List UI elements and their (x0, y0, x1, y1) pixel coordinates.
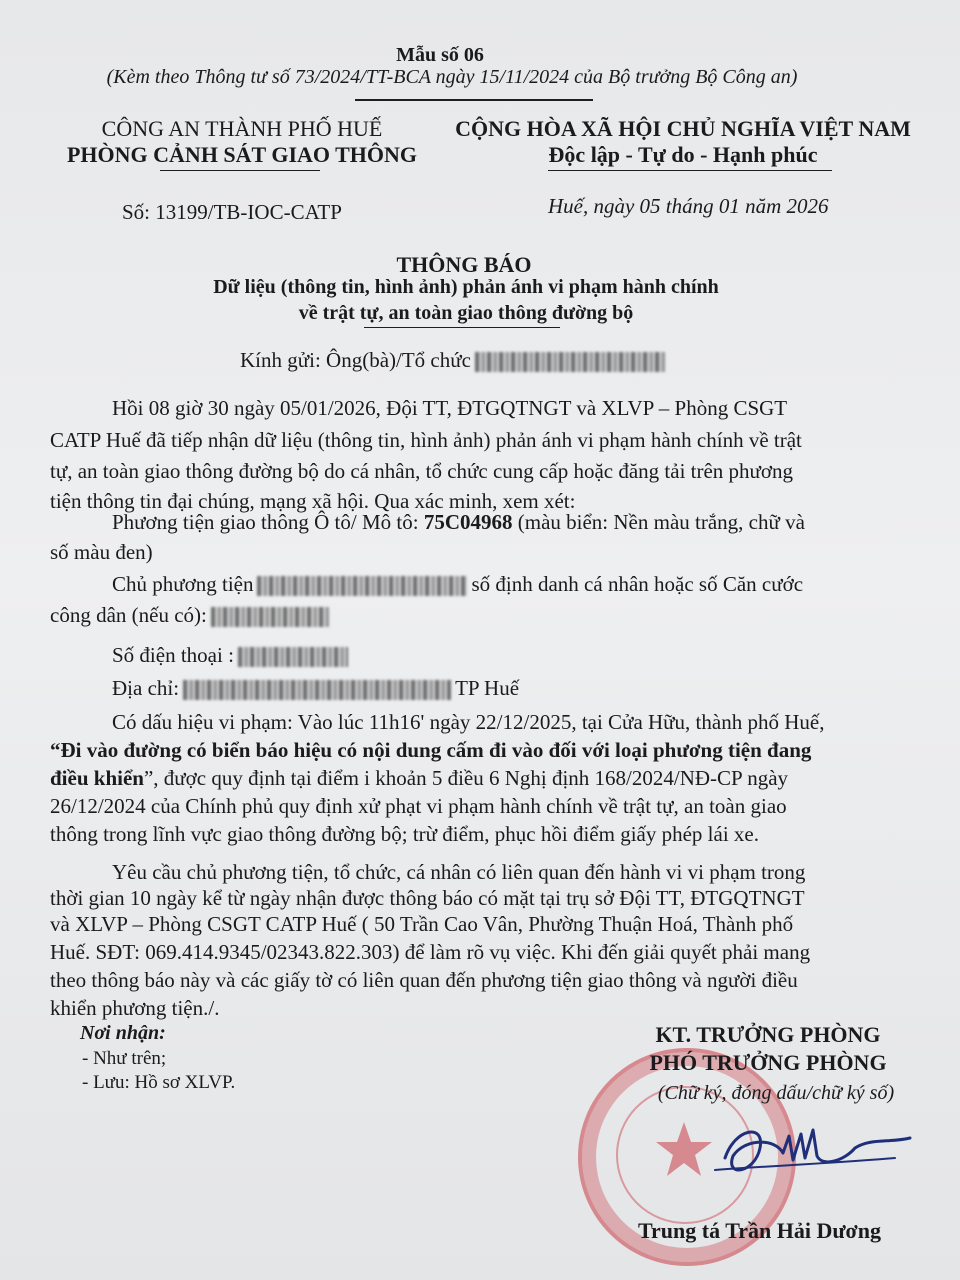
agency-line2: PHÒNG CẢNH SÁT GIAO THÔNG (66, 142, 418, 167)
agency-underline (160, 170, 320, 171)
owner-label: Chủ phương tiện (112, 572, 254, 596)
address-line (112, 676, 519, 701)
vehicle-line (112, 510, 805, 535)
violation-line-5: thông trong lĩnh vực giao thông đường bộ; trừ điểm, phục hồi điểm giấy phép lái xe. (50, 822, 759, 846)
recipient-label: Kính gửi: Ông(bà)/Tổ chức (240, 348, 471, 372)
handwritten-signature (705, 1108, 915, 1198)
vehicle-label: Phương tiện giao thông Ô tô/ Mô tô: (112, 510, 419, 534)
redacted-address (183, 680, 451, 700)
intro-line-4: tiện thông tin đại chúng, mạng xã hội. Qua xác minh, xem xét: (50, 489, 576, 513)
request-line-3: và XLVP – Phòng CSGT CATP Huế ( 50 Trần Cao Vân, Phường Thuận Hoá, Thành phố (50, 912, 794, 936)
phone-line (112, 643, 352, 668)
recipient-line (240, 348, 669, 373)
citizen-id-label: công dân (nếu có): (50, 603, 207, 627)
violation-line-3 (50, 766, 788, 791)
plate-color: (màu biển: Nền màu trắng, chữ và (517, 510, 805, 534)
redacted-owner (257, 576, 467, 596)
signer-name: Trung tá Trần Hải Dương (638, 1218, 881, 1243)
request-line-2: thời gian 10 ngày kể từ ngày nhận được thông báo có mặt tại trụ sở Đội TT, ĐTGQTNGT (50, 886, 805, 910)
intro-line-2: CATP Huế đã tiếp nhận dữ liệu (thông tin, hình ảnh) phản ánh vi phạm hành chính về trật (50, 428, 802, 452)
phone-label: Số điện thoại : (112, 643, 234, 667)
violation-bold-1: “Đi vào đường có biển báo hiệu có nội dung cấm đi vào đối với loại phương tiện đang (50, 738, 812, 762)
owner-id-label: số định danh cá nhân hoặc số Căn cước (471, 572, 804, 596)
country-line1: CỘNG HÒA XÃ HỘI CHỦ NGHĨA VIỆT NAM (455, 116, 911, 141)
request-line-4: Huế. SĐT: 069.414.9345/02343.822.303) để làm rõ vụ việc. Khi đến giải quyết phải mang (50, 940, 811, 964)
signer-title-2: PHÓ TRƯỞNG PHÒNG (649, 1050, 887, 1075)
recipient-item-1: - Như trên; (82, 1048, 167, 1069)
owner-line (112, 572, 803, 597)
recipient-item-2: - Lưu: Hồ sơ XLVP. (82, 1072, 236, 1093)
form-number: Mẫu số 06 (396, 44, 484, 66)
signer-title-1: KT. TRƯỞNG PHÒNG (655, 1022, 881, 1047)
doc-title: THÔNG BÁO (396, 252, 532, 277)
title-underline (364, 327, 560, 328)
vehicle-line-2: số màu đen) (50, 540, 153, 564)
owner-line-2 (50, 603, 333, 628)
violation-line-4: 26/12/2024 của Chính phủ quy định xử phạt vi phạm hành chính về trật tự, an toàn giao (50, 794, 787, 818)
legal-basis: (Kèm theo Thông tư số 73/2024/TT-BCA ngày 15/11/2024 của Bộ trưởng Bộ Công an) (106, 66, 798, 88)
request-line-1: Yêu cầu chủ phương tiện, tổ chức, cá nhân có liên quan đến hành vi vi phạm trong (112, 860, 806, 884)
motto-underline (548, 170, 832, 171)
doc-subtitle-1: Dữ liệu (thông tin, hình ảnh) phản ánh vi phạm hành chính (213, 276, 719, 298)
violation-legal-ref: ”, được quy định tại điểm i khoản 5 điều 6 Nghị định 168/2024/NĐ-CP ngày (143, 766, 789, 790)
document-number: Số: 13199/TB-IOC-CATP (122, 200, 342, 224)
redacted-phone (238, 647, 348, 667)
request-line-6: khiển phương tiện./. (50, 996, 220, 1020)
address-city: TP Huế (455, 676, 520, 700)
agency-line1: CÔNG AN THÀNH PHỐ HUẾ (101, 116, 383, 141)
violation-bold-2: điều khiển (50, 766, 144, 790)
place-date: Huế, ngày 05 tháng 01 năm 2026 (548, 194, 829, 218)
redacted-recipient (475, 352, 665, 372)
intro-line-1: Hồi 08 giờ 30 ngày 05/01/2026, Đội TT, ĐTGQTNGT và XLVP – Phòng CSGT (112, 396, 788, 420)
doc-subtitle-2: về trật tự, an toàn giao thông đường bộ (298, 302, 634, 324)
country-line2: Độc lập - Tự do - Hạnh phúc (548, 142, 818, 167)
header-rule (355, 99, 593, 101)
address-label: Địa chỉ: (112, 676, 180, 700)
request-line-5: theo thông báo này và các giấy tờ có liên quan đến phương tiện giao thông và người điều (50, 968, 798, 992)
sign-note: (Chữ ký, đóng dấu/chữ ký số) (657, 1082, 895, 1104)
violation-line-1: Có dấu hiệu vi phạm: Vào lúc 11h16' ngày 22/12/2025, tại Cửa Hữu, thành phố Huế, (112, 710, 825, 734)
intro-line-3: tự, an toàn giao thông đường bộ do cá nhân, tổ chức cung cấp hoặc đăng tải trên phương (50, 459, 794, 483)
recipients-heading: Nơi nhận: (80, 1022, 166, 1044)
redacted-citizen-id (211, 607, 329, 627)
license-plate: 75C04968 (423, 510, 513, 534)
